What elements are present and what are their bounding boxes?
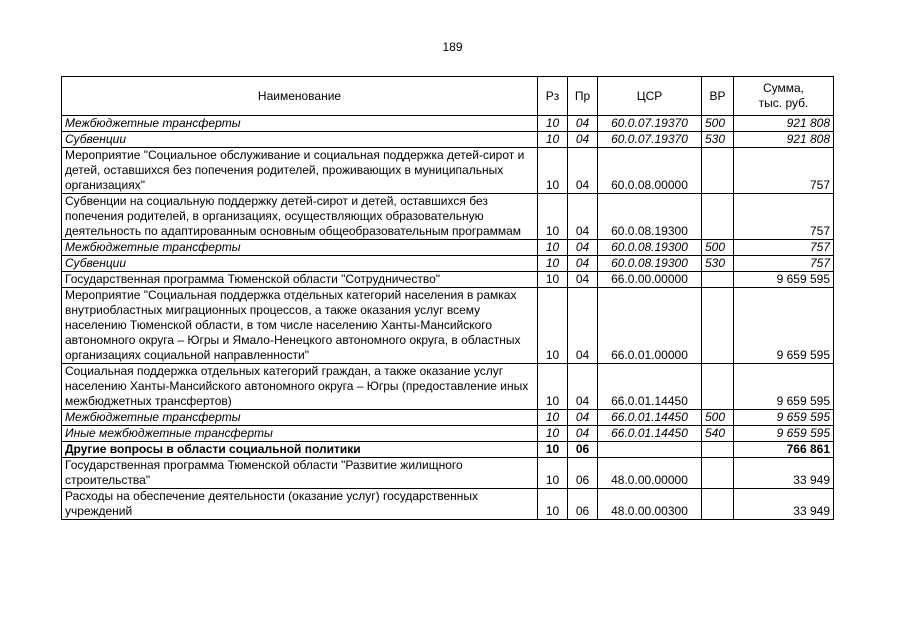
cell-name: Субвенции на социальную поддержку детей-сирот и детей, оставшихся без попечения родителей, в организациях, осуществляющих образовательную деятельность по адаптированным основным общеобразовательным программам <box>62 194 538 240</box>
cell-pr: 06 <box>568 489 598 520</box>
header-rz: Рз <box>538 77 568 116</box>
cell-pr: 04 <box>568 256 598 272</box>
cell-rz: 10 <box>538 272 568 288</box>
cell-vr <box>702 194 734 240</box>
table-header-row <box>62 77 834 116</box>
cell-vr <box>702 458 734 489</box>
table-row <box>62 272 834 288</box>
cell-sum: 757 <box>734 256 834 272</box>
cell-pr: 04 <box>568 194 598 240</box>
cell-pr: 04 <box>568 240 598 256</box>
cell-rz: 10 <box>538 426 568 442</box>
cell-sum: 9 659 595 <box>734 288 834 364</box>
cell-pr: 04 <box>568 364 598 410</box>
cell-vr <box>702 489 734 520</box>
cell-rz: 10 <box>538 148 568 194</box>
cell-csr: 66.0.01.14450 <box>598 426 702 442</box>
cell-name: Другие вопросы в области социальной политики <box>62 442 538 458</box>
cell-sum: 33 949 <box>734 458 834 489</box>
cell-name: Субвенции <box>62 132 538 148</box>
header-vr: ВР <box>702 77 734 116</box>
header-sum-line2: тыс. руб. <box>758 96 809 110</box>
cell-pr: 04 <box>568 288 598 364</box>
table-row <box>62 426 834 442</box>
cell-csr: 66.0.01.14450 <box>598 410 702 426</box>
cell-sum: 757 <box>734 194 834 240</box>
cell-csr <box>598 442 702 458</box>
cell-csr: 60.0.08.19300 <box>598 240 702 256</box>
cell-sum: 757 <box>734 148 834 194</box>
cell-sum: 33 949 <box>734 489 834 520</box>
cell-vr: 500 <box>702 116 734 132</box>
cell-vr: 530 <box>702 256 734 272</box>
header-name: Наименование <box>62 77 538 116</box>
cell-csr: 48.0.00.00000 <box>598 458 702 489</box>
cell-sum: 921 808 <box>734 132 834 148</box>
cell-sum: 9 659 595 <box>734 364 834 410</box>
budget-table <box>61 76 834 520</box>
cell-vr <box>702 442 734 458</box>
cell-name: Иные межбюджетные трансферты <box>62 426 538 442</box>
cell-name: Субвенции <box>62 256 538 272</box>
cell-rz: 10 <box>538 256 568 272</box>
cell-csr: 60.0.08.19300 <box>598 194 702 240</box>
cell-csr: 60.0.07.19370 <box>598 132 702 148</box>
cell-name: Мероприятие "Социальное обслуживание и социальная поддержка детей-сирот и детей, оставшихся без попечения родителей, проживающих в муниципальных организациях" <box>62 148 538 194</box>
cell-vr: 540 <box>702 426 734 442</box>
cell-csr: 60.0.08.19300 <box>598 256 702 272</box>
table-row <box>62 442 834 458</box>
cell-name: Государственная программа Тюменской области "Развитие жилищного строительства" <box>62 458 538 489</box>
cell-pr: 04 <box>568 272 598 288</box>
table-row <box>62 489 834 520</box>
cell-sum: 921 808 <box>734 116 834 132</box>
cell-rz: 10 <box>538 489 568 520</box>
cell-name: Межбюджетные трансферты <box>62 116 538 132</box>
cell-rz: 10 <box>538 442 568 458</box>
cell-name: Межбюджетные трансферты <box>62 240 538 256</box>
cell-csr: 48.0.00.00300 <box>598 489 702 520</box>
cell-rz: 10 <box>538 240 568 256</box>
header-sum-line1: Сумма, <box>762 81 805 95</box>
cell-pr: 06 <box>568 442 598 458</box>
cell-vr <box>702 148 734 194</box>
cell-vr: 500 <box>702 410 734 426</box>
cell-rz: 10 <box>538 194 568 240</box>
cell-sum: 9 659 595 <box>734 410 834 426</box>
cell-vr <box>702 364 734 410</box>
cell-pr: 04 <box>568 410 598 426</box>
cell-sum: 757 <box>734 240 834 256</box>
table-row <box>62 116 834 132</box>
cell-name: Социальная поддержка отдельных категорий граждан, а также оказание услуг населению Ханты-Мансийского автономного округа – Югры (предоставление иных межбюджетных трансфертов) <box>62 364 538 410</box>
table-row <box>62 288 834 364</box>
cell-vr <box>702 272 734 288</box>
cell-name: Межбюджетные трансферты <box>62 410 538 426</box>
table-row <box>62 364 834 410</box>
table-row <box>62 132 834 148</box>
header-sum <box>734 77 834 116</box>
table-row <box>62 194 834 240</box>
cell-rz: 10 <box>538 410 568 426</box>
header-csr: ЦСР <box>598 77 702 116</box>
cell-pr: 04 <box>568 426 598 442</box>
header-pr: Пр <box>568 77 598 116</box>
table-row <box>62 410 834 426</box>
cell-sum: 766 861 <box>734 442 834 458</box>
page-number: 189 <box>442 40 463 54</box>
cell-name: Расходы на обеспечение деятельности (оказание услуг) государственных учреждений <box>62 489 538 520</box>
cell-pr: 04 <box>568 148 598 194</box>
cell-pr: 04 <box>568 132 598 148</box>
cell-rz: 10 <box>538 288 568 364</box>
table-row <box>62 256 834 272</box>
cell-csr: 60.0.08.00000 <box>598 148 702 194</box>
cell-vr <box>702 288 734 364</box>
cell-rz: 10 <box>538 364 568 410</box>
cell-csr: 60.0.07.19370 <box>598 116 702 132</box>
cell-pr: 06 <box>568 458 598 489</box>
cell-vr: 500 <box>702 240 734 256</box>
cell-sum: 9 659 595 <box>734 426 834 442</box>
table-row <box>62 148 834 194</box>
cell-csr: 66.0.01.14450 <box>598 364 702 410</box>
cell-rz: 10 <box>538 458 568 489</box>
cell-csr: 66.0.00.00000 <box>598 272 702 288</box>
cell-csr: 66.0.01.00000 <box>598 288 702 364</box>
table-row <box>62 240 834 256</box>
cell-rz: 10 <box>538 116 568 132</box>
cell-pr: 04 <box>568 116 598 132</box>
cell-sum: 9 659 595 <box>734 272 834 288</box>
cell-vr: 530 <box>702 132 734 148</box>
cell-name: Государственная программа Тюменской области "Сотрудничество" <box>62 272 538 288</box>
cell-name: Мероприятие "Социальная поддержка отдельных категорий населения в рамках внутриобластных миграционных процессов, а также оказания услуг всему населению Тюменской области, в том числе населению Ханты-Мансийского автономного округа – Югры и Ямало-Ненецкого автономного округа, в областных организациях социальной направленности" <box>62 288 538 364</box>
table-row <box>62 458 834 489</box>
cell-rz: 10 <box>538 132 568 148</box>
